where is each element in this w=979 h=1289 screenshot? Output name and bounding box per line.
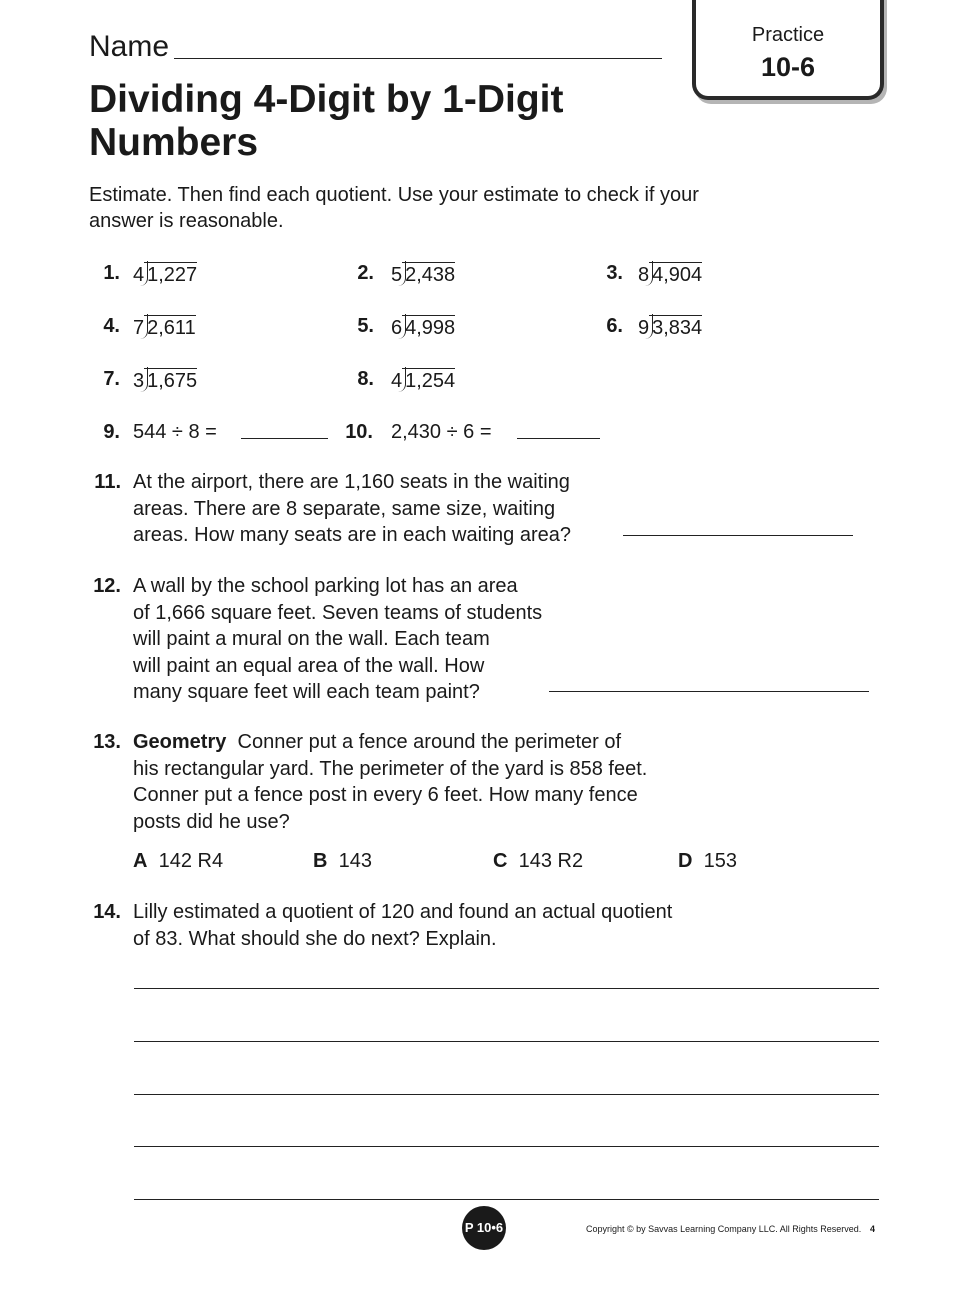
answer-line[interactable] — [549, 691, 869, 692]
divisor: 6 — [391, 317, 403, 339]
problem-number: 11. — [94, 471, 121, 493]
problem-number: 7. — [103, 368, 120, 390]
choice-text: 143 R2 — [518, 850, 584, 872]
dividend: 1,254 — [402, 368, 455, 393]
long-division-problem — [133, 315, 196, 340]
problem-number: 10. — [345, 421, 373, 443]
title-line-1: Dividing 4-Digit by 1-Digit — [89, 78, 564, 121]
long-division-problem — [391, 262, 455, 287]
page-number: 4 — [870, 1224, 876, 1234]
text-line: many square feet will each team paint? — [133, 681, 480, 703]
choice-letter: D — [678, 850, 693, 872]
text-line: Lilly estimated a quotient of 120 and found an actual quotient — [133, 901, 673, 923]
text-line: areas. How many seats are in each waiting area? — [133, 524, 572, 546]
text-line: At the airport, there are 1,160 seats in the waiting — [133, 471, 570, 493]
name-field[interactable] — [174, 58, 662, 59]
dividend: 2,611 — [144, 315, 196, 340]
dividend: 4,998 — [402, 315, 455, 340]
text-line — [133, 729, 733, 756]
divisor: 9 — [638, 317, 650, 339]
choice-letter: C — [493, 850, 508, 872]
long-division-problem — [638, 315, 702, 340]
writing-line[interactable] — [134, 1146, 879, 1147]
long-division-problem — [391, 368, 455, 393]
text-line: posts did he use? — [133, 810, 290, 833]
writing-line[interactable] — [134, 1199, 879, 1200]
long-division-problem — [133, 368, 197, 393]
choice-d[interactable] — [678, 848, 737, 875]
text-line: of 1,666 square feet. Seven teams of students — [133, 601, 543, 624]
problem-number: 3. — [606, 262, 623, 284]
page-title — [89, 78, 689, 164]
writing-line[interactable] — [134, 988, 879, 989]
choice-text: 153 — [703, 850, 737, 872]
divisor: 5 — [391, 264, 403, 286]
dividend: 3,834 — [649, 315, 702, 340]
geometry-label: Geometry — [133, 731, 227, 753]
practice-number: 10-6 — [760, 52, 816, 82]
name-label: Name — [89, 30, 170, 63]
text-line: his rectangular yard. The perimeter of the yard is 858 feet. — [133, 757, 648, 780]
dividend: 1,227 — [144, 262, 197, 287]
problem-number: 12. — [93, 575, 121, 597]
choice-b[interactable] — [313, 848, 372, 875]
word-problem-text — [133, 469, 623, 549]
choice-c[interactable] — [493, 848, 583, 875]
problem-number: 2. — [357, 262, 374, 284]
choice-a[interactable] — [133, 848, 223, 875]
writing-line[interactable] — [134, 1094, 879, 1095]
text-line: Conner put a fence post in every 6 feet. How many fence — [133, 784, 638, 806]
practice-label: Practice — [751, 24, 825, 46]
text-line: will paint a mural on the wall. Each team — [133, 628, 490, 650]
word-problem-text — [133, 729, 733, 835]
choice-text: 143 — [338, 850, 372, 872]
choice-text: 142 R4 — [158, 850, 224, 872]
problem-number: 8. — [357, 368, 374, 390]
divisor: 8 — [638, 264, 650, 286]
text-line: areas. There are 8 separate, same size, waiting — [133, 497, 556, 520]
problem-number: 5. — [357, 315, 374, 337]
word-problem-text — [133, 899, 753, 952]
long-division-problem — [133, 262, 197, 287]
divisor: 4 — [133, 264, 145, 286]
long-division-problem — [391, 315, 455, 340]
answer-line[interactable] — [623, 535, 853, 536]
practice-tab — [692, 0, 884, 100]
directions: Estimate. Then find each quotient. Use your estimate to check if your answer is reasonable. — [89, 184, 699, 232]
page-badge: P 10•6 — [462, 1206, 506, 1250]
title-line-2: Numbers — [89, 121, 259, 164]
long-division-problem — [638, 262, 702, 287]
problem-number: 6. — [606, 315, 623, 337]
text-line: of 83. What should she do next? Explain. — [133, 927, 497, 950]
problem-number: 9. — [103, 421, 120, 443]
equation-text: 544 ÷ 8 = — [133, 421, 217, 443]
problem-number: 1. — [103, 262, 120, 284]
answer-blank[interactable] — [241, 438, 328, 439]
dividend: 2,438 — [402, 262, 455, 287]
choice-letter: A — [133, 850, 148, 872]
divisor: 3 — [133, 370, 145, 392]
text-line: will paint an equal area of the wall. How — [133, 654, 485, 677]
dividend: 4,904 — [649, 262, 702, 287]
copyright: Copyright © by Savvas Learning Company LLC. All Rights Reserved. — [586, 1224, 862, 1234]
text-line: A wall by the school parking lot has an area — [133, 575, 518, 597]
problem-number: 4. — [103, 315, 120, 337]
divisor: 7 — [133, 317, 145, 339]
divisor: 4 — [391, 370, 403, 392]
equation-text: 2,430 ÷ 6 = — [391, 421, 492, 443]
writing-line[interactable] — [134, 1041, 879, 1042]
text-fragment: Conner put a fence around the perimeter of — [237, 731, 622, 753]
problem-number: 13. — [93, 731, 121, 753]
dividend: 1,675 — [144, 368, 197, 393]
answer-blank[interactable] — [517, 438, 600, 439]
choice-letter: B — [313, 850, 328, 872]
word-problem-text — [133, 573, 603, 706]
problem-number: 14. — [93, 901, 121, 923]
